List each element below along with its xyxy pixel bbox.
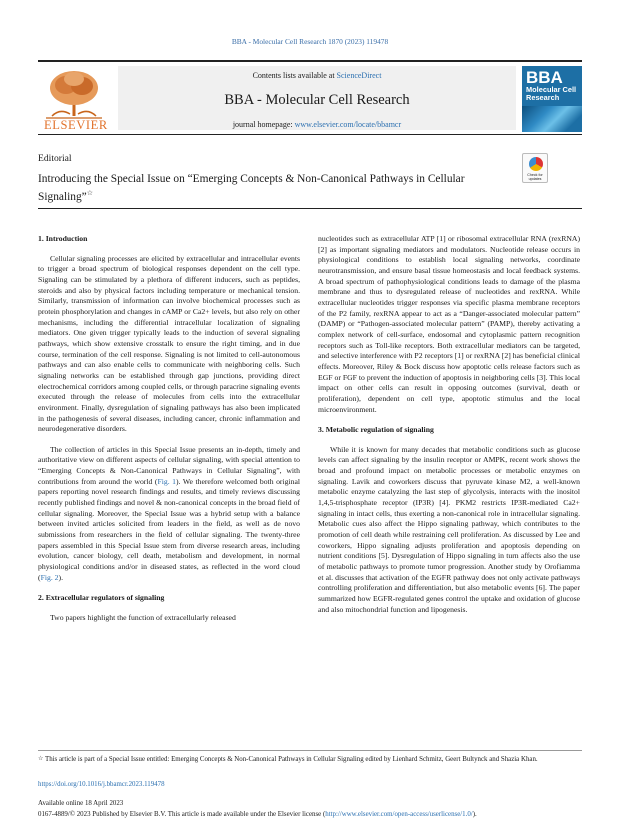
copyright-suffix: ). <box>472 811 477 818</box>
running-header[interactable]: BBA - Molecular Cell Research 1870 (2023) 119478 <box>231 37 389 46</box>
header-band <box>118 66 516 130</box>
available-online: Available online 18 April 2023 <box>38 800 124 807</box>
section-2-continued: nucleotides such as extracellular ATP [1] or ribosomal extracellular RNA (rexRNA) [2] as important signaling mediators and modulators. Nucleotide release occurs in physiological conditions to establish local signaling networks, coordinate neurotransmission, and ensure basal tissue homeostasis and local feedback systems. A broad spectrum of pathophysiological conditions leads to damage of the plasma membrane and thus to dysregulated release of nucleotides and rexRNA. While extracellular nucleotides trigger responses via specific plasma membrane receptors of the P2 family, rexRNA appear to act as a “Danger-associated molecular pattern” (DAMP) or “Pathogen-associated molecular pattern” (PAMP), thereby activating a complex network of cell-surface, endosomal and cytoplasmic pattern recognition receptors such as Toll-like receptors. Both extracellular mediators can be targeted, and selective interference with P2 receptors [1] or rexRNA [2] has beneficial clinical effects. Moreover, Riley & Bock discuss how apoptotic cells release factors such as EGF or FGF to prevent the induction of apoptosis in neighboring cells [3]. This local impact on other cells can result in opposing outcomes (survival, death or proliferation), dependent on cell type, apoptotic stimulus and the local microenvironment. <box>318 234 580 414</box>
license-link[interactable]: http://www.elsevier.com/open-access/userlicense/1.0/ <box>325 811 473 818</box>
section-2-paragraph-1: Two papers highlight the function of extracellularly released <box>50 613 236 622</box>
doi-link[interactable]: https://doi.org/10.1016/j.bbamcr.2023.119478 <box>38 781 165 788</box>
homepage-line <box>118 120 516 129</box>
section-1-paragraph-2 <box>38 445 300 584</box>
footnote-divider <box>38 750 582 751</box>
fig-2-link[interactable]: Fig. 2 <box>40 572 59 582</box>
elsevier-wordmark: ELSEVIER <box>44 118 108 132</box>
journal-header <box>38 60 582 135</box>
contents-prefix: Contents lists available at <box>252 71 337 80</box>
elsevier-tree-icon <box>40 68 108 120</box>
crossmark-icon <box>529 157 543 171</box>
article-title <box>38 173 478 204</box>
check-for-updates-button[interactable] <box>522 153 548 183</box>
article-title-text: Introducing the Special Issue on “Emerging Concepts & Non-Canonical Pathways in Cellular Signaling” <box>38 173 465 203</box>
title-divider <box>38 208 582 209</box>
right-column <box>318 234 580 625</box>
left-column <box>38 234 300 634</box>
cover-bba: BBA <box>526 68 563 87</box>
para-2-part-c: ). <box>58 572 63 582</box>
journal-name: BBA - Molecular Cell Research <box>224 92 410 108</box>
journal-cover-image[interactable] <box>522 66 582 132</box>
footnote <box>38 755 582 765</box>
cover-subtitle: Molecular Cell Research <box>526 85 577 102</box>
fig-1-link[interactable]: Fig. 1 <box>157 476 176 486</box>
elsevier-logo[interactable] <box>40 68 108 134</box>
para-2-part-b: ). We therefore welcomed both original papers reporting novel research findings and results, and timely reviews discussing recently published findings and novel & non-canonical concepts in the broad field of cellular signaling. Moreover, the Special Issue was a hybrid setup with a balance between invited articles solicited from leaders in the field, as well as de novo submissions from researchers in the field of cellular signaling. The twenty-three papers assembled in this Special Issue stem from diverse research areas, including evolution, cancer biology, cell death, metabolism and development, in normal physiological conditions and/or in diseased states, as reflected in the word cloud ( <box>38 476 300 582</box>
journal-homepage-link[interactable]: www.elsevier.com/locate/bbamcr <box>294 120 402 129</box>
homepage-prefix: journal homepage: <box>232 120 295 129</box>
sciencedirect-link[interactable]: ScienceDirect <box>336 71 382 80</box>
crossmark-label: Check for updates <box>527 173 543 181</box>
footnote-mark: ☆ <box>38 756 44 762</box>
cover-art <box>522 106 582 132</box>
section-3-heading: 3. Metabolic regulation of signaling <box>318 425 434 435</box>
section-2-heading: 2. Extracellular regulators of signaling <box>38 593 165 603</box>
copyright-line <box>38 811 477 818</box>
section-1-paragraph-1: Cellular signaling processes are elicited by extracellular and intracellular events to trigger a broad spectrum of biological responses dependent on the cell type. Signaling can be stimulated by a plethora of different inducers, such as peptides, steroids and also by physical factors including temperature or mechanical tension. Similarly, transmission of information can involve biochemical processes such as protein phosphorylation and changes in cAMP or Ca2+ levels, but also rely on other mechanisms, including the differential intracellular localization of signaling mediators. One given trigger typically leads to the induction of several signaling pathways, which show extensive crosstalk to ensure the right timing, and in due course, termination of the cell response. Signaling is not limited to cell-autonomous pathways and can also enable cells to communicate with neighboring cells. Such signaling networks can be established through gap junctions, providing direct electrochemical corridors among coupled cells, or through paracrine signaling events executed through the release of molecules from cells into the extracellular environment. Finally, dysregulation of signaling pathways has also been implicated in the pathogenesis of several diseases, including cancer, chronic inflammation and neurodegenerative disorders. <box>38 253 300 434</box>
copyright-prefix: 0167-4889/© 2023 Published by Elsevier B.V. This article is made available under the Elsevier license ( <box>38 811 326 818</box>
contents-line <box>118 71 516 80</box>
section-1-heading: 1. Introduction <box>38 234 88 243</box>
title-footnote-mark[interactable]: ☆ <box>86 188 94 197</box>
section-3-paragraph-1: While it is known for many decades that metabolic conditions such as glucose levels can affect signaling by the insulin receptor or AMPK, recent work shows the broad and profound impact on metabolic processes or metabolic enzymes on signaling. Lavik and coworkers discuss that pyruvate kinase M2, a well-known metabolic enzyme catalyzing the last step of glycolysis, interacts with the inositol 1,4,5-trisphosphate receptor (IP3R) [4]. PKM2 restricts IP3R-mediated Ca2+ signaling in intact cells, thus exerting a non-canonical role in intracellular signaling. Metabolic cues also affect the Hippo signaling pathway, which contributes to the promotion of cell death while restraining cell proliferation. As discussed by Lee and coworkers, Hippo signaling adjusts proliferation and apoptosis depending on nutrient conditions [5]. Dysregulation of Hippo signaling in turn affects also the use of metabolic pathways to promote tumor progression. Another study by Orofiamma et al. discusses that activation of the EGFR pathway does not only activate pathways controlling proliferation and differentiation, but also metabolic events [6]. The paper summarized how EGFR-regulated genes control the uptake and oxidation of glucose and also mitochondrial function and lipogenesis. <box>318 444 580 614</box>
footnote-text: This article is part of a Special Issue entitled: Emerging Concepts & Non-Canonical Pathways in Cellular Signaling edited by Lienhard Schmitz, Geert Bultynck and Shazia Khan. <box>43 756 538 763</box>
article-type: Editorial <box>38 153 72 164</box>
para-2-part-a: The collection of articles in this Special Issue presents an in-depth, timely and authoritative view on different aspects of cellular signaling, with special attention to “Emerging Concepts & Non-Canonical Pathways in Cellular Signaling”, with contributions from around the world ( <box>38 444 300 486</box>
